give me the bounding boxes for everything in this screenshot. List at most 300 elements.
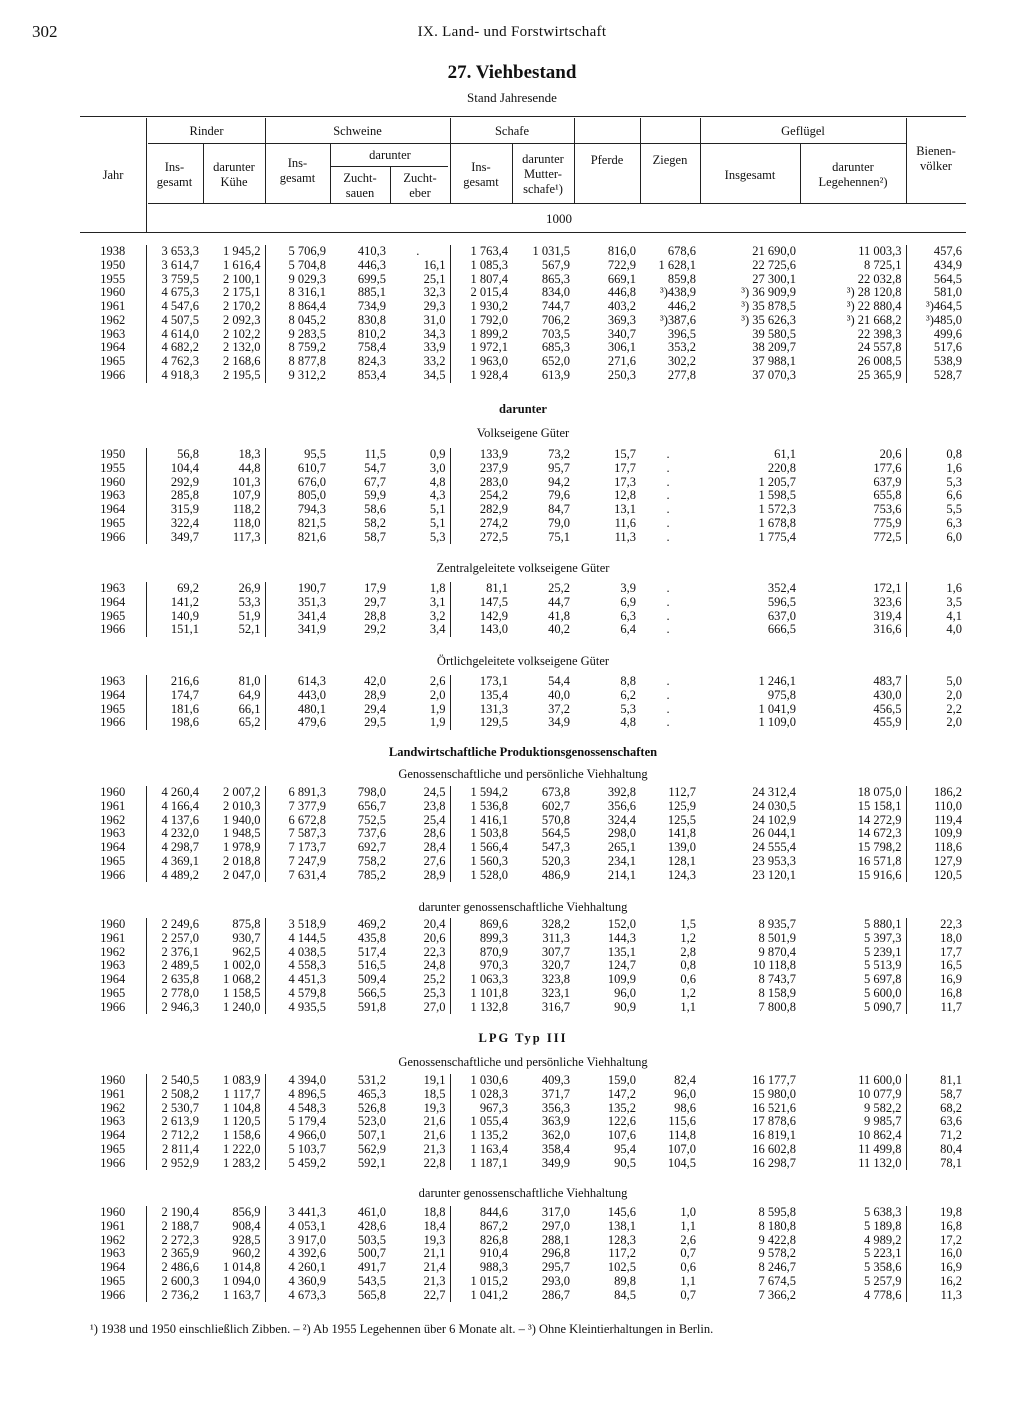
value-cell: 31,0 — [423, 312, 446, 327]
year-cell: 1961 — [80, 932, 146, 946]
value-cell: 0,8 — [906, 448, 966, 462]
value-cell: 1 807,4 — [450, 273, 512, 287]
value-cell: 27 300,1 — [752, 271, 796, 286]
value-cell: 190,7 — [265, 582, 330, 596]
value-cell: 356,3 — [541, 1100, 570, 1115]
value-cell: 5,1 — [429, 515, 446, 530]
value-cell: 2,0 — [906, 716, 966, 730]
value-cell: 1 560,3 — [450, 855, 512, 869]
value-cell: 2 010,3 — [223, 798, 261, 813]
value-cell: 0,6 — [680, 1260, 696, 1274]
value-cell: 6 672,8 — [265, 814, 330, 828]
header-schweine-sub-rule — [330, 166, 448, 167]
value-cell: 24 555,4 — [752, 840, 796, 854]
table-row — [80, 932, 966, 946]
value-cell: 503,5 — [357, 1232, 386, 1247]
value-cell: 95,5 — [265, 448, 330, 462]
table-row — [80, 462, 966, 476]
header-legehennen: darunter Legehennen²) — [818, 160, 888, 189]
table-row — [80, 1206, 966, 1220]
value-cell: 2 257,0 — [146, 932, 203, 946]
value-cell: 673,8 — [541, 785, 570, 799]
value-cell: 523,0 — [357, 1114, 386, 1129]
value-cell: 19,3 — [423, 1100, 446, 1115]
value-cell: 988,3 — [450, 1261, 512, 1275]
value-cell: 61,1 — [774, 447, 796, 461]
value-cell: 669,1 — [607, 271, 636, 286]
value-cell: 810,2 — [357, 326, 386, 341]
value-cell: 125,5 — [667, 812, 696, 827]
value-cell: 21,3 — [423, 1141, 446, 1156]
table-row — [80, 973, 966, 987]
value-cell: 13,1 — [614, 502, 636, 516]
section-typ3-dg: darunter genossenschaftliche Viehhaltung — [418, 1186, 628, 1200]
value-cell: 4 260,1 — [265, 1261, 330, 1275]
year-cell: 1950 — [80, 448, 146, 462]
value-cell: 306,1 — [607, 340, 636, 355]
value-cell: 1 945,2 — [223, 244, 261, 258]
value-cell: 3 917,0 — [265, 1234, 330, 1248]
value-cell: 1 055,4 — [450, 1115, 512, 1129]
value-cell: 8 725,1 — [864, 257, 902, 272]
value-cell: 3 441,3 — [265, 1206, 330, 1220]
value-cell: 14 672,3 — [857, 826, 902, 841]
section-zentral: Zentralgeleitete volkseigene Güter — [436, 561, 610, 575]
value-cell: 18,3 — [238, 447, 261, 461]
value-cell: 500,7 — [357, 1246, 386, 1261]
value-cell: 18,0 — [906, 932, 966, 946]
value-cell: 14 272,9 — [857, 812, 902, 827]
value-cell: 328,2 — [541, 917, 570, 931]
value-cell: 21,4 — [423, 1260, 446, 1274]
value-cell: 17,7 — [614, 460, 636, 475]
table-row — [80, 786, 966, 800]
section-oertlich: Örtlichgeleitete volkseigene Güter — [436, 654, 610, 668]
value-cell: 362,0 — [541, 1128, 570, 1142]
value-cell: 491,7 — [357, 1260, 386, 1274]
value-cell: 28,6 — [423, 826, 446, 841]
table-volkseigene — [80, 448, 966, 544]
value-cell: 54,4 — [548, 674, 570, 688]
value-cell: 5 358,6 — [864, 1260, 902, 1274]
value-cell: 1,2 — [680, 985, 696, 1000]
value-cell: 1 163,4 — [450, 1143, 512, 1157]
value-cell: 11 132,0 — [858, 1155, 902, 1170]
year-cell: 1963 — [80, 1115, 146, 1129]
value-cell: 2 736,2 — [146, 1289, 203, 1303]
value-cell: 2 600,3 — [146, 1275, 203, 1289]
value-cell: 8 045,2 — [265, 314, 330, 328]
header-schweine-insgesamt: Ins- gesamt — [279, 156, 316, 185]
value-cell: 4 144,5 — [265, 932, 330, 946]
value-cell: 18,4 — [423, 1218, 446, 1233]
year-cell: 1961 — [80, 1220, 146, 1234]
value-cell: 772,5 — [873, 529, 902, 544]
value-cell: 8 743,7 — [758, 972, 796, 986]
value-cell: 1 163,7 — [223, 1287, 261, 1302]
value-cell: 52,1 — [238, 622, 261, 637]
value-cell: 469,2 — [357, 917, 386, 931]
table-row — [80, 1289, 966, 1303]
value-cell: 24,8 — [423, 958, 446, 973]
value-cell: 141,2 — [146, 596, 203, 610]
value-cell: 34,5 — [423, 367, 446, 382]
year-cell: 1963 — [80, 489, 146, 503]
value-cell: 27,6 — [423, 853, 446, 868]
value-cell: 4 360,9 — [265, 1275, 330, 1289]
year-cell: 1964 — [80, 341, 146, 355]
header-unit-rule — [148, 203, 966, 204]
value-cell: 22,7 — [423, 1287, 446, 1302]
value-cell: 4 935,5 — [265, 1001, 330, 1015]
value-cell: 570,8 — [541, 812, 570, 827]
value-cell: 1 503,8 — [450, 827, 512, 841]
value-cell: 2 170,2 — [223, 299, 261, 313]
year-cell: 1965 — [80, 855, 146, 869]
value-cell: 1 109,0 — [758, 715, 796, 730]
value-cell: 885,1 — [357, 285, 386, 300]
value-cell: 610,7 — [265, 462, 330, 476]
value-cell: 8 180,8 — [758, 1218, 796, 1233]
value-cell: 1,9 — [429, 701, 446, 716]
value-cell: 4 053,1 — [265, 1220, 330, 1234]
value-cell: 296,8 — [541, 1246, 570, 1261]
unit-label: 1000 — [546, 211, 572, 226]
value-cell: 5,3 — [906, 476, 966, 490]
value-cell: 254,2 — [450, 489, 512, 503]
value-cell: 794,3 — [265, 503, 330, 517]
value-cell: 353,2 — [667, 340, 696, 355]
value-cell: 1 616,4 — [223, 257, 261, 272]
value-cell: 16 819,1 — [752, 1128, 796, 1142]
value-cell: 104,4 — [146, 462, 203, 476]
value-cell: 234,1 — [607, 853, 636, 868]
value-cell: 4 579,8 — [265, 987, 330, 1001]
value-cell: 865,3 — [541, 271, 570, 286]
value-cell: 25,2 — [548, 581, 570, 595]
value-cell: 352,4 — [767, 581, 796, 595]
value-cell: 28,9 — [364, 687, 386, 702]
value-cell: 80,4 — [906, 1143, 966, 1157]
value-cell: 752,5 — [357, 812, 386, 827]
value-cell: 341,4 — [265, 610, 330, 624]
value-cell: 461,0 — [357, 1205, 386, 1219]
value-cell: 307,7 — [541, 944, 570, 959]
value-cell: 798,0 — [357, 785, 386, 799]
value-cell: 23 120,1 — [752, 867, 796, 882]
value-cell: 250,3 — [607, 367, 636, 382]
year-cell: 1963 — [80, 827, 146, 841]
value-cell: 122,6 — [607, 1114, 636, 1129]
value-cell: 2 168,6 — [223, 354, 261, 368]
value-cell: 8 864,4 — [265, 300, 330, 314]
value-cell: 358,4 — [541, 1141, 570, 1156]
value-cell: 1,5 — [680, 917, 696, 931]
value-cell: 107,0 — [667, 1141, 696, 1156]
header-gefluegel-insgesamt: Insgesamt — [724, 168, 776, 182]
table-row — [80, 489, 966, 503]
value-cell: 271,6 — [607, 354, 636, 368]
value-cell: 17 878,6 — [752, 1114, 796, 1129]
value-cell: . — [666, 674, 670, 688]
value-cell: 4 038,5 — [265, 946, 330, 960]
value-cell: 11,5 — [364, 447, 386, 461]
value-cell: 174,7 — [146, 689, 203, 703]
value-cell: 1 068,2 — [223, 972, 261, 986]
value-cell: 17,3 — [614, 474, 636, 489]
value-cell: 1 104,8 — [223, 1100, 261, 1115]
value-cell: 29,2 — [364, 622, 386, 637]
value-cell: 4 682,2 — [146, 341, 203, 355]
section-volkseigene: Volkseigene Güter — [476, 426, 570, 440]
value-cell: 17,9 — [364, 581, 386, 595]
value-cell: 59,9 — [364, 488, 386, 503]
value-cell: 9 283,5 — [265, 328, 330, 342]
value-cell: 79,0 — [548, 515, 570, 530]
value-cell: 2 132,0 — [223, 340, 261, 355]
year-cell: 1965 — [80, 987, 146, 1001]
value-cell: 8 246,7 — [758, 1260, 796, 1274]
table-row — [80, 623, 966, 637]
header-jahr: Jahr — [102, 168, 124, 182]
value-cell: 1 598,5 — [758, 488, 796, 503]
value-cell: 844,6 — [450, 1206, 512, 1220]
value-cell: 115,6 — [668, 1114, 696, 1129]
table-row — [80, 300, 966, 314]
value-cell: 1 222,0 — [223, 1141, 261, 1156]
value-cell: ³) 28 120,8 — [846, 285, 902, 300]
value-cell: 21,3 — [423, 1273, 446, 1288]
header-rinder: Rinder — [189, 124, 224, 138]
value-cell: 82,4 — [674, 1073, 696, 1087]
value-cell: 135,4 — [450, 689, 512, 703]
value-cell: 96,0 — [674, 1086, 696, 1101]
year-cell: 1966 — [80, 1001, 146, 1015]
value-cell: 5 513,9 — [864, 958, 902, 973]
value-cell: 4 260,4 — [146, 786, 203, 800]
value-cell: 282,9 — [450, 503, 512, 517]
value-cell: 58,7 — [906, 1088, 966, 1102]
value-cell: 4 489,2 — [146, 869, 203, 883]
value-cell: 1 528,0 — [450, 869, 512, 883]
value-cell: 526,8 — [357, 1100, 386, 1115]
table-row — [80, 582, 966, 596]
value-cell: 528,7 — [906, 369, 966, 383]
value-cell: 928,5 — [232, 1232, 261, 1247]
value-cell: 5 257,9 — [864, 1273, 902, 1288]
value-cell: 596,5 — [767, 594, 796, 609]
value-cell: 220,8 — [767, 460, 796, 475]
table-zentral — [80, 582, 966, 637]
value-cell: 16,2 — [906, 1275, 966, 1289]
value-cell: 678,6 — [667, 244, 696, 258]
value-cell: . — [666, 502, 670, 516]
value-cell: 428,6 — [357, 1218, 386, 1233]
value-cell: 19,3 — [423, 1232, 446, 1247]
value-cell: 73,2 — [548, 447, 570, 461]
value-cell: 283,0 — [450, 476, 512, 490]
value-cell: 758,4 — [357, 340, 386, 355]
value-cell: 531,2 — [357, 1073, 386, 1087]
year-cell: 1962 — [80, 314, 146, 328]
value-cell: 33,2 — [423, 354, 446, 368]
value-cell: 5 179,4 — [265, 1115, 330, 1129]
value-cell: 737,6 — [357, 826, 386, 841]
value-cell: 655,8 — [873, 488, 902, 503]
value-cell: 2,8 — [680, 944, 696, 959]
value-cell: 456,5 — [873, 701, 902, 716]
value-cell: 564,5 — [541, 826, 570, 841]
value-cell: 566,5 — [357, 985, 386, 1000]
table-row — [80, 800, 966, 814]
value-cell: 78,1 — [906, 1157, 966, 1171]
value-cell: 41,8 — [548, 608, 570, 623]
value-cell: 81,0 — [238, 674, 261, 688]
value-cell: 960,2 — [232, 1246, 261, 1261]
value-cell: 0,6 — [680, 972, 696, 986]
year-cell: 1963 — [80, 1247, 146, 1261]
value-cell: 6,3 — [620, 608, 636, 623]
value-cell: 216,6 — [146, 675, 203, 689]
value-cell: 1,0 — [680, 1205, 696, 1219]
year-cell: 1960 — [80, 1206, 146, 1220]
value-cell: 3 653,3 — [146, 245, 203, 259]
page-number: 302 — [32, 22, 58, 41]
value-cell: 66,1 — [238, 701, 261, 716]
year-cell: 1965 — [80, 703, 146, 717]
value-cell: 403,2 — [607, 299, 636, 313]
value-cell: . — [666, 474, 670, 489]
table-row — [80, 1275, 966, 1289]
value-cell: 8 759,2 — [265, 341, 330, 355]
year-cell: 1964 — [80, 841, 146, 855]
value-cell: 7 247,9 — [265, 855, 330, 869]
value-cell: 5 704,8 — [265, 259, 330, 273]
value-cell: 520,3 — [541, 853, 570, 868]
value-cell: 19,1 — [423, 1073, 446, 1087]
value-cell: 517,4 — [357, 944, 386, 959]
value-cell: 272,5 — [450, 531, 512, 545]
year-cell: 1960 — [80, 918, 146, 932]
value-cell: 316,6 — [873, 622, 902, 637]
value-cell: 4 778,6 — [864, 1287, 902, 1302]
value-cell: 591,8 — [357, 999, 386, 1014]
value-cell: 131,3 — [450, 703, 512, 717]
value-cell: 446,8 — [607, 285, 636, 300]
value-cell: 107,6 — [607, 1128, 636, 1142]
value-cell: 349,7 — [146, 531, 203, 545]
value-cell: 2 195,5 — [223, 367, 261, 382]
value-cell: 11,3 — [614, 529, 636, 544]
value-cell: 805,0 — [265, 489, 330, 503]
value-cell: 84,5 — [614, 1287, 636, 1302]
value-cell: ³)464,5 — [906, 300, 966, 314]
value-cell: 15 158,1 — [857, 798, 902, 813]
value-cell: 2 190,4 — [146, 1206, 203, 1220]
value-cell: 652,0 — [541, 354, 570, 368]
value-cell: 322,4 — [146, 517, 203, 531]
value-cell: 7 800,8 — [758, 999, 796, 1014]
year-cell: 1964 — [80, 689, 146, 703]
value-cell: 1 928,4 — [450, 369, 512, 383]
value-cell: 118,2 — [232, 502, 261, 516]
value-cell: . — [666, 594, 670, 609]
value-cell: 369,3 — [607, 312, 636, 327]
year-cell: 1950 — [80, 259, 146, 273]
value-cell: 5,5 — [906, 503, 966, 517]
value-cell: 94,2 — [548, 474, 570, 489]
value-cell: 109,9 — [906, 827, 966, 841]
table-row — [80, 1088, 966, 1102]
value-cell: 24,5 — [423, 785, 446, 799]
value-cell: 34,9 — [548, 715, 570, 730]
value-cell: 18,8 — [423, 1205, 446, 1219]
table-row — [80, 286, 966, 300]
value-cell: 140,9 — [146, 610, 203, 624]
value-cell: 4 451,3 — [265, 973, 330, 987]
value-cell: 1 240,0 — [223, 999, 261, 1014]
value-cell: 22 398,3 — [857, 326, 902, 341]
value-cell: 4,0 — [906, 623, 966, 637]
value-cell: 1,6 — [906, 582, 966, 596]
value-cell: 26,9 — [238, 581, 261, 595]
value-cell: 2 007,2 — [223, 785, 261, 799]
value-cell: 758,2 — [357, 853, 386, 868]
value-cell: 547,3 — [541, 840, 570, 854]
value-cell: 8 316,1 — [265, 286, 330, 300]
value-cell: 8 158,9 — [758, 985, 796, 1000]
value-cell: 15,7 — [614, 447, 636, 461]
table-row — [80, 1001, 966, 1015]
value-cell: 302,2 — [667, 354, 696, 368]
value-cell: 486,9 — [541, 867, 570, 882]
value-cell: 1 158,5 — [223, 985, 261, 1000]
value-cell: 0,9 — [429, 447, 446, 461]
value-cell: 9 422,8 — [758, 1232, 796, 1247]
value-cell: 117,3 — [232, 529, 261, 544]
value-cell: 5 397,3 — [864, 930, 902, 945]
value-cell: 89,8 — [614, 1273, 636, 1288]
value-cell: 112,7 — [668, 785, 696, 799]
value-cell: 151,1 — [146, 623, 203, 637]
year-cell: 1962 — [80, 946, 146, 960]
value-cell: 3,1 — [429, 594, 446, 609]
value-cell: 145,6 — [607, 1205, 636, 1219]
value-cell: 446,3 — [357, 257, 386, 272]
value-cell: 172,1 — [873, 581, 902, 595]
value-cell: 29,7 — [364, 594, 386, 609]
value-cell: 1 628,1 — [658, 257, 696, 272]
value-cell: 1,1 — [680, 999, 696, 1014]
value-cell: . — [666, 515, 670, 530]
value-cell: 2 508,2 — [146, 1088, 203, 1102]
value-cell: 5,3 — [429, 529, 446, 544]
year-cell: 1960 — [80, 476, 146, 490]
value-cell: 581,0 — [906, 286, 966, 300]
value-cell: 118,0 — [232, 515, 261, 530]
table-row — [80, 855, 966, 869]
header-group-rule — [148, 143, 906, 144]
header-rinder-kuehe: darunter Kühe — [213, 160, 255, 189]
value-cell: 16,9 — [906, 1261, 966, 1275]
value-cell: 3 759,5 — [146, 273, 203, 287]
value-cell: 33,9 — [423, 340, 446, 355]
value-cell: 323,6 — [873, 594, 902, 609]
value-cell: 29,4 — [364, 701, 386, 716]
value-cell: 58,7 — [364, 529, 386, 544]
value-cell: 363,9 — [541, 1114, 570, 1129]
value-cell: 15 980,0 — [752, 1086, 796, 1101]
